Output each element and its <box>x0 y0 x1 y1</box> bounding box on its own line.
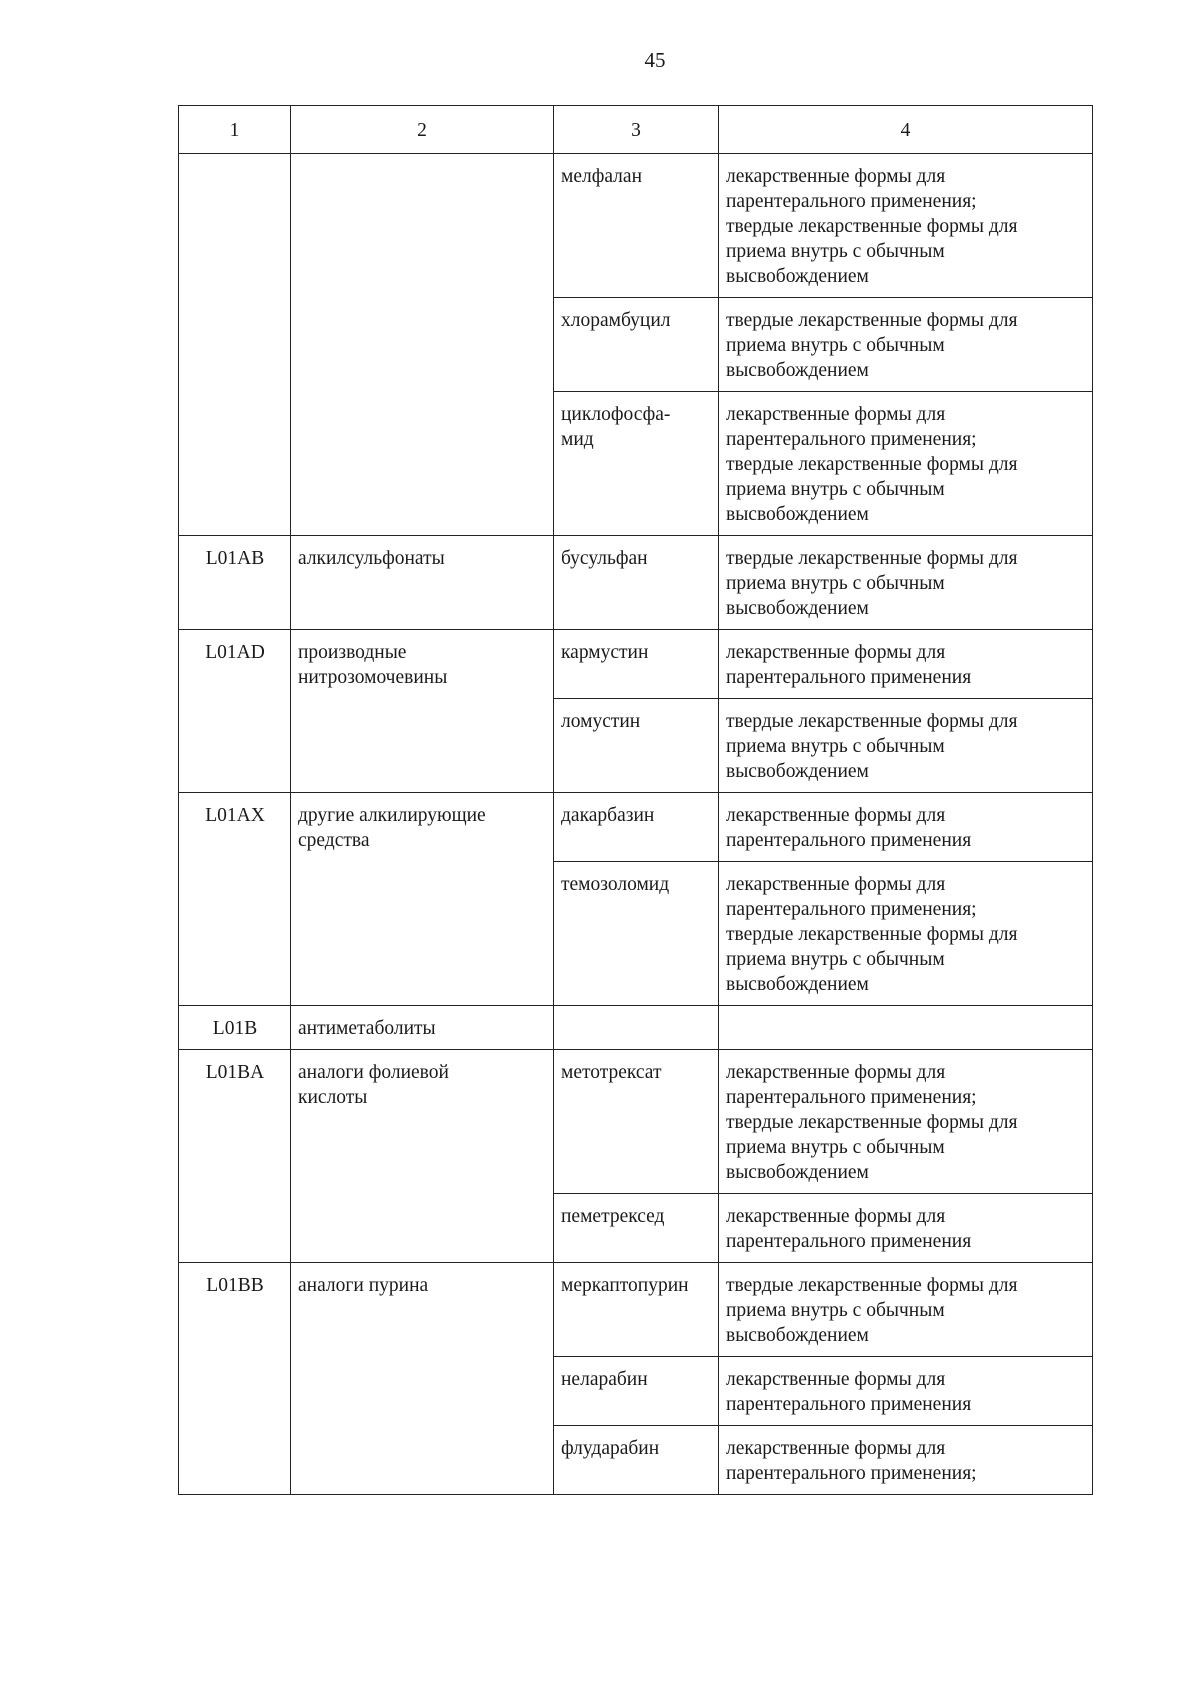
forms-cell <box>719 793 1093 862</box>
table-row <box>179 1050 1093 1194</box>
col-header-4: 4 <box>719 106 1093 154</box>
group-cell <box>291 630 554 793</box>
drug-cell: темозоломид <box>554 862 719 1006</box>
forms-line: лекарственные формы для <box>726 1062 946 1083</box>
drug-line: циклофосфа- <box>561 404 671 425</box>
forms-line: приема внутрь с обычным <box>726 335 945 356</box>
forms-line: парентерального применения; <box>726 429 977 450</box>
forms-line: высвобождением <box>726 974 869 995</box>
forms-line: парентерального применения; <box>726 1087 977 1108</box>
forms-line: приема внутрь с обычным <box>726 736 945 757</box>
forms-cell <box>719 1194 1093 1263</box>
forms-cell <box>719 1263 1093 1357</box>
forms-line: высвобождением <box>726 598 869 619</box>
table-row <box>179 1006 1093 1050</box>
forms-line: твердые лекарственные формы для <box>726 711 1018 732</box>
forms-cell <box>719 1050 1093 1194</box>
col-header-2: 2 <box>291 106 554 154</box>
drug-cell: неларабин <box>554 1357 719 1426</box>
forms-cell <box>719 154 1093 298</box>
forms-line: приема внутрь с обычным <box>726 241 945 262</box>
group-cell: антиметаболиты <box>291 1006 554 1050</box>
forms-line: лекарственные формы для <box>726 1438 946 1459</box>
group-line: аналоги фолиевой <box>298 1062 449 1083</box>
code-cell: L01AB <box>179 536 291 630</box>
forms-line: парентерального применения; <box>726 1463 977 1484</box>
code-cell: L01BB <box>179 1263 291 1495</box>
drug-cell: пеметрексед <box>554 1194 719 1263</box>
forms-line: высвобождением <box>726 266 869 287</box>
group-line: другие алкилирующие <box>298 805 486 826</box>
forms-line: парентерального применения; <box>726 899 977 920</box>
forms-line: парентерального применения <box>726 1231 972 1252</box>
forms-line: приема внутрь с обычным <box>726 479 945 500</box>
forms-line: приема внутрь с обычным <box>726 1300 945 1321</box>
forms-line: лекарственные формы для <box>726 642 946 663</box>
table-row <box>179 536 1093 630</box>
table-row <box>179 1263 1093 1357</box>
table-row <box>179 154 1093 298</box>
group-line: производные <box>298 642 407 663</box>
drug-cell: мелфалан <box>554 154 719 298</box>
forms-line: твердые лекарственные формы для <box>726 310 1018 331</box>
group-line: средства <box>298 830 370 851</box>
drug-cell: бусульфан <box>554 536 719 630</box>
forms-cell <box>719 392 1093 536</box>
forms-line: лекарственные формы для <box>726 805 946 826</box>
forms-cell <box>719 862 1093 1006</box>
group-cell: алкилсульфонаты <box>291 536 554 630</box>
col-header-1: 1 <box>179 106 291 154</box>
forms-cell <box>719 1357 1093 1426</box>
forms-line: лекарственные формы для <box>726 874 946 895</box>
code-cell: L01BA <box>179 1050 291 1263</box>
forms-cell <box>719 1006 1093 1050</box>
forms-line: приема внутрь с обычным <box>726 573 945 594</box>
forms-line: приема внутрь с обычным <box>726 949 945 970</box>
forms-line: парентерального применения <box>726 667 972 688</box>
forms-cell <box>719 1426 1093 1495</box>
code-cell <box>179 154 291 536</box>
forms-line: твердые лекарственные формы для <box>726 1275 1018 1296</box>
group-cell <box>291 1050 554 1263</box>
drug-cell: метотрексат <box>554 1050 719 1194</box>
forms-line: парентерального применения; <box>726 191 977 212</box>
drug-cell: ломустин <box>554 699 719 793</box>
code-cell: L01B <box>179 1006 291 1050</box>
forms-line: высвобождением <box>726 1325 869 1346</box>
table-row <box>179 630 1093 699</box>
col-header-3: 3 <box>554 106 719 154</box>
forms-line: высвобождением <box>726 360 869 381</box>
drug-cell: флударабин <box>554 1426 719 1495</box>
group-cell <box>291 154 554 536</box>
forms-line: высвобождением <box>726 504 869 525</box>
forms-line: твердые лекарственные формы для <box>726 216 1018 237</box>
forms-cell <box>719 699 1093 793</box>
code-cell: L01AX <box>179 793 291 1006</box>
forms-line: твердые лекарственные формы для <box>726 1112 1018 1133</box>
header-row <box>179 106 1093 154</box>
forms-line: парентерального применения <box>726 1394 972 1415</box>
forms-line: твердые лекарственные формы для <box>726 924 1018 945</box>
group-cell <box>291 793 554 1006</box>
forms-line: приема внутрь с обычным <box>726 1137 945 1158</box>
group-cell: аналоги пурина <box>291 1263 554 1495</box>
drug-line: мид <box>561 429 594 450</box>
table-row <box>179 793 1093 862</box>
forms-cell <box>719 630 1093 699</box>
drug-cell <box>554 392 719 536</box>
forms-cell <box>719 298 1093 392</box>
forms-line: высвобождением <box>726 1162 869 1183</box>
group-line: кислоты <box>298 1087 368 1108</box>
forms-line: лекарственные формы для <box>726 166 946 187</box>
forms-line: высвобождением <box>726 761 869 782</box>
forms-line: твердые лекарственные формы для <box>726 548 1018 569</box>
drug-table <box>178 105 1093 1495</box>
forms-line: лекарственные формы для <box>726 404 946 425</box>
drug-cell: дакарбазин <box>554 793 719 862</box>
drug-cell <box>554 1006 719 1050</box>
forms-line: парентерального применения <box>726 830 972 851</box>
drug-cell: кармустин <box>554 630 719 699</box>
forms-line: лекарственные формы для <box>726 1369 946 1390</box>
forms-line: твердые лекарственные формы для <box>726 454 1018 475</box>
code-cell: L01AD <box>179 630 291 793</box>
page-number: 45 <box>644 48 666 72</box>
forms-cell <box>719 536 1093 630</box>
drug-cell: хлорамбуцил <box>554 298 719 392</box>
group-line: нитрозомочевины <box>298 667 448 688</box>
forms-line: лекарственные формы для <box>726 1206 946 1227</box>
drug-cell: меркаптопурин <box>554 1263 719 1357</box>
